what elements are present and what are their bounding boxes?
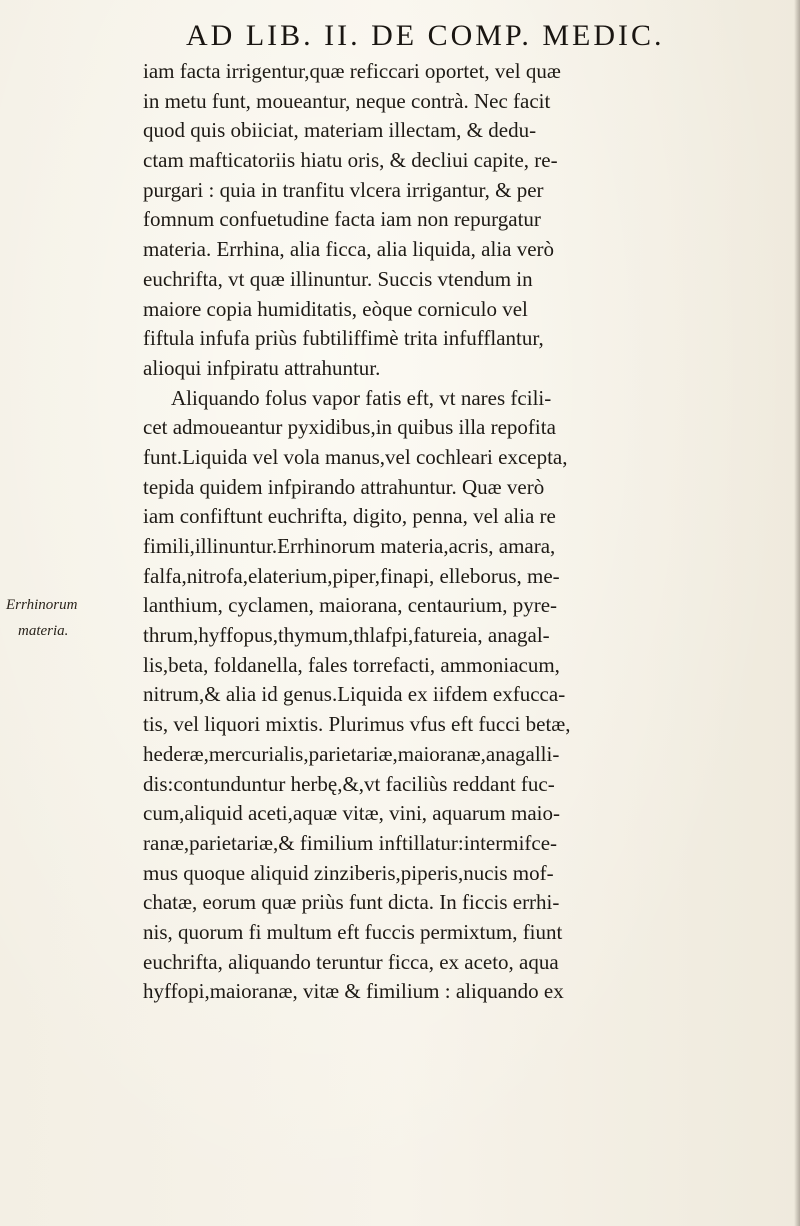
- text-line: fimili,illinuntur.Errhinorum materia,acris, amara,: [143, 534, 556, 558]
- text-line: cum,aliquid aceti,aquæ vitæ, vini, aquarum maio-: [143, 801, 560, 826]
- text-line: euchrifta, vt quæ illinuntur. Succis vtendum in: [143, 266, 533, 291]
- text-line: falfa,nitrofa,elaterium,piper,finapi, elleborus, me-: [143, 563, 560, 588]
- margin-note-line-2: materia.: [18, 623, 69, 639]
- text-line: fiftula infufa priùs fubtiliffimè trita infufflantur,: [143, 326, 544, 351]
- text-line: tepida quidem infpirando attrahuntur. Quæ verò: [143, 474, 545, 499]
- text-line: lanthium, cyclamen, maiorana, centaurium, pyre-: [143, 593, 558, 618]
- text-line: hyffopi,maioranæ, vitæ & fimilium : aliquando ex: [143, 979, 564, 1004]
- text-line: dis:contunduntur herbę,&,vt faciliùs reddant fuc-: [143, 771, 555, 796]
- text-line: nitrum,& alia id genus.Liquida ex iifdem exfucca-: [143, 682, 566, 707]
- text-line: euchrifta, aliquando teruntur ficca, ex aceto, aqua: [143, 949, 559, 974]
- text-line: in metu funt, moueantur, neque contrà. Nec facit: [143, 88, 551, 113]
- text-line: tis, vel liquori mixtis. Plurimus vfus eft fucci betæ,: [143, 712, 571, 737]
- paragraph-start-line: Aliquando folus vapor fatis eft, vt nares fcili-: [171, 385, 552, 410]
- text-line: maiore copia humiditatis, eòque corniculo vel: [143, 296, 528, 321]
- text-line: nis, quorum fi multum eft fuccis permixtum, fiunt: [143, 919, 563, 944]
- text-line: fomnum confuetudine facta iam non repurgatur: [143, 207, 541, 232]
- text-line: funt.Liquida vel vola manus,vel cochleari excepta,: [143, 444, 568, 469]
- text-line: alioqui infpiratu attrahuntur.: [143, 355, 381, 380]
- text-line: materia. Errhina, alia ficca, alia liquida, alia verò: [143, 237, 555, 262]
- text-line: ranæ,parietariæ,& fimilium inftillatur:intermifce-: [143, 830, 558, 855]
- running-head: AD LIB. II. DE COMP. MEDIC.: [186, 19, 665, 52]
- text-line: lis,beta, foldanella, fales torrefacti, ammoniacum,: [143, 652, 560, 677]
- text-line: hederæ,mercurialis,parietariæ,maioranæ,anagalli-: [143, 741, 560, 766]
- body-text: [143, 57, 783, 1007]
- margin-note: [6, 592, 136, 644]
- margin-note-line-1: Errhinorum: [6, 597, 78, 613]
- text-line: iam confiftunt euchrifta, digito, penna, vel alia re: [143, 504, 556, 529]
- text-line: ctam mafticatoriis hiatu oris, & decliui capite, re-: [143, 148, 558, 173]
- text-line: quod quis obiiciat, materiam illectam, & dedu-: [143, 118, 537, 143]
- text-line: cet admoueantur pyxidibus,in quibus illa repofita: [143, 415, 556, 440]
- text-line: iam facta irrigentur,quæ reficcari oportet, vel quæ: [143, 59, 561, 83]
- text-line: thrum,hyffopus,thymum,thlafpi,fatureia, anagal-: [143, 623, 550, 648]
- text-line: mus quoque aliquid zinziberis,piperis,nucis mof-: [143, 860, 554, 885]
- page-gutter-shadow: [794, 0, 800, 1226]
- text-line: purgari : quia in tranfitu vlcera irrigantur, & per: [143, 177, 544, 202]
- text-line: chatæ, eorum quæ priùs funt dicta. In ficcis errhi-: [143, 890, 560, 915]
